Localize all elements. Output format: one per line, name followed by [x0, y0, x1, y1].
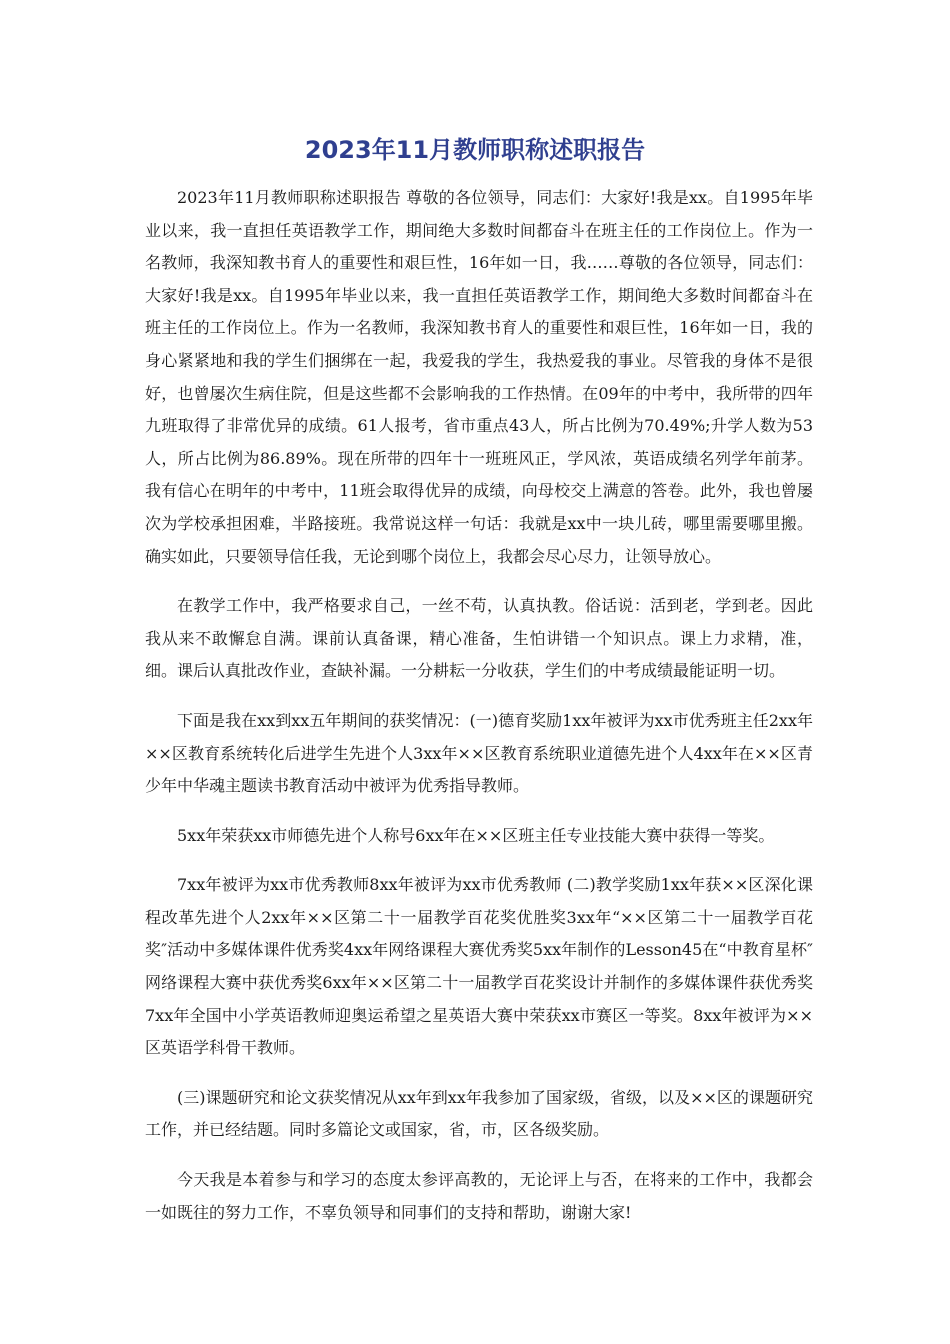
- document-body: [145, 182, 813, 1246]
- paragraph-1: 2023年11月教师职称述职报告 尊敬的各位领导，同志们：大家好!我是xx。自1995年毕业以来，我一直担任英语教学工作，期间绝大多数时间都奋斗在班主任的工作岗位上。作为一名教师，我深知教书育人的重要性和艰巨性，16年如一日，我……尊敬的各位领导，同志们：大家好!我是xx。自1995年毕业以来，我一直担任英语教学工作，期间绝大多数时间都奋斗在班主任的工作岗位上。作为一名教师，我深知教书育人的重要性和艰巨性，16年如一日，我的身心紧紧地和我的学生们捆绑在一起，我爱我的学生，我热爱我的事业。尽管我的身体不是很好，也曾屡次生病住院，但是这些都不会影响我的工作热情。在09年的中考中，我所带的四年九班取得了非常优异的成绩。61人报考，省市重点43人，所占比例为70.49%;升学人数为53人，所占比例为86.89%。现在所带的四年十一班班风正，学风浓，英语成绩名列学年前茅。我有信心在明年的中考中，11班会取得优异的成绩，向母校交上满意的答卷。此外，我也曾屡次为学校承担困难，半路接班。我常说这样一句话：我就是xx中一块儿砖，哪里需要哪里搬。确实如此，只要领导信任我，无论到哪个岗位上，我都会尽心尽力，让领导放心。: [145, 188, 813, 566]
- paragraph-6: (三)课题研究和论文获奖情况从xx年到xx年我参加了国家级，省级，以及××区的课题研究工作，并已经结题。同时多篇论文或国家，省，市，区各级奖励。: [145, 1087, 813, 1140]
- paragraph-3: 下面是我在xx到xx五年期间的获奖情况：(一)德育奖励1xx年被评为xx市优秀班主任2xx年××区教育系统转化后进学生先进个人3xx年××区教育系统职业道德先进个人4xx年在××区青少年中华魂主题读书教育活动中被评为优秀指导教师。: [145, 710, 813, 796]
- paragraph-7: 今天我是本着参与和学习的态度太参评高教的，无论评上与否，在将来的工作中，我都会一如既往的努力工作，不辜负领导和同事们的支持和帮助，谢谢大家!: [145, 1170, 813, 1222]
- paragraph-2: 在教学工作中，我严格要求自己，一丝不苟，认真执教。俗话说：活到老，学到老。因此我从来不敢懈怠自满。课前认真备课，精心准备，生怕讲错一个知识点。课上力求精，准，细。课后认真批改作业，查缺补漏。一分耕耘一分收获，学生们的中考成绩最能证明一切。: [145, 596, 813, 681]
- paragraph-4: 5xx年荣获xx市师德先进个人称号6xx年在××区班主任专业技能大赛中获得一等奖。: [177, 825, 775, 845]
- document-title: 2023年11月教师职称述职报告: [304, 136, 646, 164]
- paragraph-5: 7xx年被评为xx市优秀教师8xx年被评为xx市优秀教师 (二)教学奖励1xx年获××区深化课程改革先进个人2xx年××区第二十一届教学百花奖优胜奖3xx年“××区第二十一届教学百花奖″活动中多媒体课件优秀奖4xx年网络课程大赛优秀奖5xx年制作的Lesson45在“中教育星杯″网络课程大赛中获优秀奖6xx年××区第二十一届教学百花奖设计并制作的多媒体课件获优秀奖7xx年全国中小学英语教师迎奥运希望之星英语大赛中荣获xx市赛区一等奖。8xx年被评为××区英语学科骨干教师。: [145, 875, 813, 1058]
